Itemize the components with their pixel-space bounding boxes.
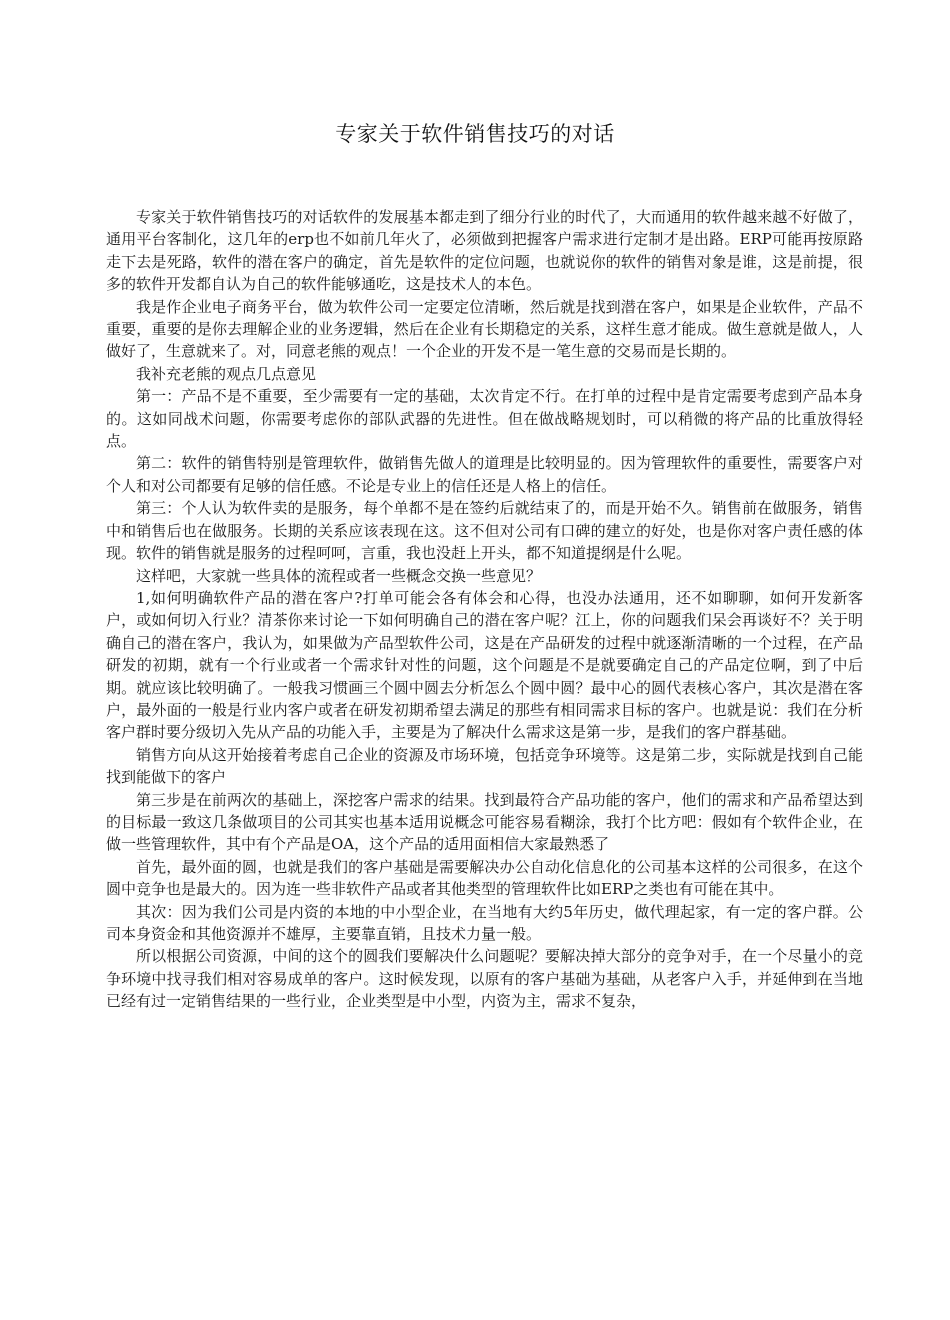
paragraph: 专家关于软件销售技巧的对话软件的发展基本都走到了细分行业的时代了，大而通用的软件越来越不好做了，通用平台客制化，这几年的erp也不如前几年火了，必须做到把握客户需求进行定制才是出路。ERP可能再按原路走下去是死路，软件的潜在客户的确定，首先是软件的定位问题，也就说你的软件的销售对象是谁，这是前提，很多的软件开发都自认为自己的软件能够通吃，这是技术人的本色。 [106, 208, 863, 294]
paragraph: 销售方向从这开始接着考虑自己企业的资源及市场环境，包括竞争环境等。这是第二步，实际就是找到自己能找到能做下的客户 [106, 745, 863, 787]
paragraph: 我是作企业电子商务平台，做为软件公司一定要定位清晰，然后就是找到潜在客户，如果是企业软件，产品不重要，重要的是你去理解企业的业务逻辑，然后在企业有长期稳定的关系，这样生意才能成。做生意就是做人，人做好了，生意就来了。对，同意老熊的观点！一个企业的开发不是一笔生意的交易而是长期的。 [106, 297, 863, 361]
paragraph: 第三步是在前两次的基础上，深挖客户需求的结果。找到最符合产品功能的客户，他们的需求和产品希望达到的目标最一致这几条做项目的公司其实也基本适用说概念可能容易看糊涂，我打个比方吧：假如有个软件企业，在做一些管理软件，其中有个产品是OA，这个产品的适用面相信大家最熟悉了 [106, 790, 863, 854]
paragraph: 其次：因为我们公司是内资的本地的中小型企业，在当地有大约5年历史，做代理起家，有一定的客户群。公司本身资金和其他资源并不雄厚，主要靠直销，且技术力量一般。 [106, 902, 863, 943]
paragraph: 第二：软件的销售特别是管理软件，做销售先做人的道理是比较明显的。因为管理软件的重要性，需要客户对个人和对公司都要有足够的信任感。不论是专业上的信任还是人格上的信任。 [106, 454, 863, 495]
document-title: 专家关于软件销售技巧的对话 [335, 122, 615, 146]
paragraph: 1,如何明确软件产品的潜在客户?打单可能会各有体会和心得，也没办法通用，还不如聊聊，如何开发新客户，或如何切入行业？清茶你来讨论一下如何明确自己的潜在客户呢？江上，你的问题我们呆会再谈好不？关于明确自己的潜在客户，我认为，如果做为产品型软件公司，这是在产品研发的过程中就逐渐清晰的一个过程，在产品研发的初期，就有一个行业或者一个需求针对性的问题，这个问题是不是就要确定自己的产品定位啊，到了中后期。就应该比较明确了。一般我习惯画三个圆中圆去分析怎么个圆中圆？最中心的圆代表核心客户，其次是潜在客户，最外面的一般是行业内客户或者在研发初期希望去满足的那些有相同需求目标的客户。也就是说：我们在分析客户群时要分级切入先从产品的功能入手，主要是为了解决什么需求这是第一步，是我们的客户群基础。 [106, 588, 863, 742]
paragraph: 第一：产品不是不重要，至少需要有一定的基础，太次肯定不行。在打单的过程中是肯定需要考虑到产品本身的。这如同战术问题，你需要考虑你的部队武器的先进性。但在做战略规划时，可以稍微的将产品的比重放得轻点。 [106, 387, 863, 451]
document-body [106, 206, 863, 1013]
paragraph: 首先，最外面的圆，也就是我们的客户基础是需要解决办公自动化信息化的公司基本这样的公司很多，在这个圆中竞争也是最大的。因为连一些非软件产品或者其他类型的管理软件比如ERP之类也有可能在其中。 [106, 857, 863, 899]
paragraph: 第三：个人认为软件卖的是服务，每个单都不是在签约后就结束了的，而是开始不久。销售前在做服务，销售中和销售后也在做服务。长期的关系应该表现在这。这不但对公司有口碑的建立的好处，也是你对客户责任感的体现。软件的销售就是服务的过程呵呵，言重，我也没赶上开头，都不知道提纲是什么呢。 [106, 499, 863, 563]
paragraph: 这样吧，大家就一些具体的流程或者一些概念交换一些意见？ [136, 566, 542, 585]
paragraph: 所以根据公司资源，中间的这个的圆我们要解决什么问题呢？要解决掉大部分的竞争对手，在一个尽量小的竞争环境中找寻我们相对容易成单的客户。这时候发现，以原有的客户基础为基础，从老客户入手，并延伸到在当地已经有过一定销售结果的一些行业，企业类型是中小型，内资为主，需求不复杂， [106, 947, 863, 1011]
paragraph: 我补充老熊的观点几点意见 [136, 364, 317, 383]
